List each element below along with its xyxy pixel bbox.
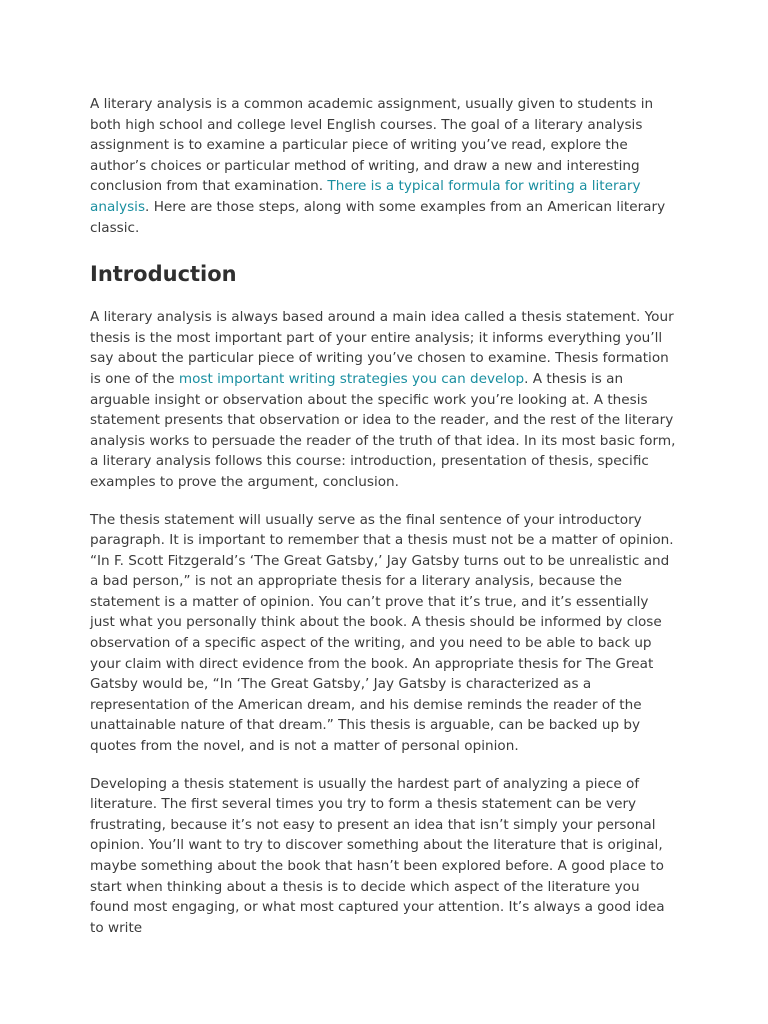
intro-text-before-link: A literary analysis is a common academic assignment, usually given to students in both high school and college level English courses. The goal of a literary analysis assignment is to examine a particular piece of writing you’ve read, explore the author’s choices or particular method of writing, and draw a new and interesting conclusion from that examination. bbox=[90, 96, 654, 195]
intro-paragraph bbox=[90, 94, 676, 238]
opinion-paragraph: The thesis statement will usually serve as the final sentence of your introductory paragraph. It is important to remember that a thesis must not be a matter of opinion. “In F. Scott Fitzgerald’s ‘The Great Gatsby,’ Jay Gatsby turns out to be unrealistic and a bad person,” is not an appropriate thesis for a literary analysis, because the statement is a matter of opinion. You can’t prove that it’s true, and it’s essentially just what you personally think about the book. A thesis should be informed by close observation of a specific aspect of the writing, and you need to be able to back up your claim with direct evidence from the book. An appropriate thesis for The Great Gatsby would be, “In ‘The Great Gatsby,’ Jay Gatsby is characterized as a representation of the American dream, and his demise reminds the reader of the unattainable nature of that dream.” This thesis is arguable, can be backed up by quotes from the novel, and is not a matter of personal opinion. bbox=[90, 511, 674, 755]
thesis-text-after-link: . A thesis is an arguable insight or observation about the specific work you’re looking at. A thesis statement presents that observation or idea to the reader, and the rest of the literary analysis works to persuade the reader of the truth of that idea. In its most basic form, a literary analysis follows this course: introduction, presentation of thesis, specific examples to prove the argument, conclusion. bbox=[90, 370, 676, 490]
article-body bbox=[90, 94, 676, 938]
thesis-paragraph bbox=[90, 307, 676, 492]
thesis-text-before-link: A literary analysis is always based around a main idea called a thesis statement. Your thesis is the most important part of your entire analysis; it informs everything you’ll say about the particular piece of writing you’ve chosen to examine. Thesis formation is one of the bbox=[90, 309, 674, 387]
developing-thesis-paragraph: Developing a thesis statement is usually the hardest part of analyzing a piece of literature. The first several times you try to form a thesis statement can be very frustrating, because it’s not easy to present an idea that isn’t simply your personal opinion. You’ll want to try to discover something about the literature that is original, maybe something about the book that hasn’t been explored before. A good place to start when thinking about a thesis is to decide which aspect of the literature you found most engaging, or what most captured your attention. It’s always a good idea to write bbox=[90, 775, 665, 936]
section-heading-introduction: Introduction bbox=[90, 262, 237, 287]
writing-strategies-link[interactable]: most important writing strategies you can develop bbox=[178, 370, 525, 387]
literary-analysis-formula-link[interactable]: There is a typical formula for writing a literary analysis bbox=[90, 178, 641, 215]
intro-text-after-link: . Here are those steps, along with some examples from an American literary classic. bbox=[90, 198, 666, 236]
